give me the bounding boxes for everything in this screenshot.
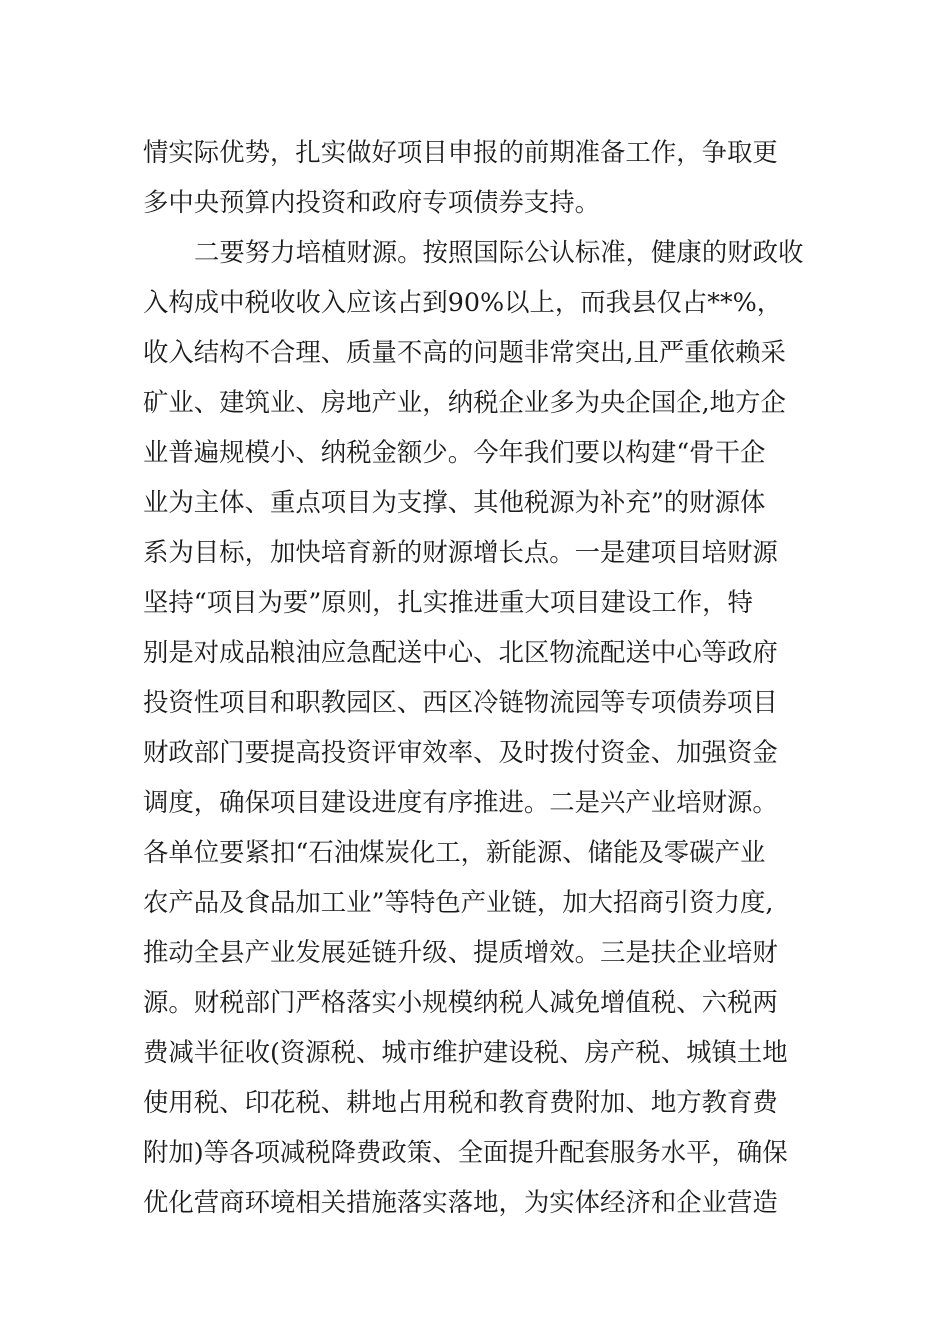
text-line: 费减半征收(资源税、城市维护建设税、房产税、城镇土地 bbox=[143, 1037, 788, 1067]
text-line: 推动全县产业发展延链升级、提质增效。三是扶企业培财 bbox=[143, 937, 778, 967]
text-line: 投资性项目和职教园区、西区冷链物流园等专项债券项目 bbox=[143, 687, 778, 717]
text-line: 情实际优势，扎实做好项目申报的前期准备工作，争取更 bbox=[143, 137, 778, 167]
text-line: 坚持“项目为要”原则，扎实推进重大项目建设工作，特 bbox=[143, 587, 753, 617]
text-line: 优化营商环境相关措施落实落地，为实体经济和企业营造 bbox=[143, 1187, 778, 1217]
text-line: 矿业、建筑业、房地产业，纳税企业多为央企国企,地方企 bbox=[143, 387, 786, 417]
text-line: 调度，确保项目建设进度有序推进。二是兴产业培财源。 bbox=[143, 787, 778, 817]
text-line: 财政部门要提高投资评审效率、及时拨付资金、加强资金 bbox=[143, 737, 778, 767]
text-line: 农产品及食品加工业”等特色产业链，加大招商引资力度, bbox=[143, 887, 774, 917]
text-line: 系为目标，加快培育新的财源增长点。一是建项目培财源 bbox=[143, 537, 778, 567]
text-line: 业普遍规模小、纳税金额少。今年我们要以构建“骨干企 bbox=[143, 437, 766, 467]
text-line: 业为主体、重点项目为支撑、其他税源为补充”的财源体 bbox=[143, 487, 766, 517]
text-line: 收入结构不合理、质量不高的问题非常突出,且严重依赖采 bbox=[143, 337, 786, 367]
paragraph-start-line: 二要努力培植财源。按照国际公认标准，健康的财政收 bbox=[194, 237, 804, 267]
text-line: 各单位要紧扣“石油煤炭化工，新能源、储能及零碳产业 bbox=[143, 837, 766, 867]
text-line: 别是对成品粮油应急配送中心、北区物流配送中心等政府 bbox=[143, 637, 778, 667]
text-line: 多中央预算内投资和政府专项债券支持。 bbox=[143, 187, 601, 217]
text-line: 使用税、印花税、耕地占用税和教育费附加、地方教育费 bbox=[143, 1087, 778, 1117]
text-line: 入构成中税收收入应该占到90%以上，而我县仅占**%， bbox=[143, 287, 783, 317]
text-line: 源。财税部门严格落实小规模纳税人减免增值税、六税两 bbox=[143, 987, 778, 1017]
text-line: 附加)等各项减税降费政策、全面提升配套服务水平，确保 bbox=[143, 1137, 788, 1167]
